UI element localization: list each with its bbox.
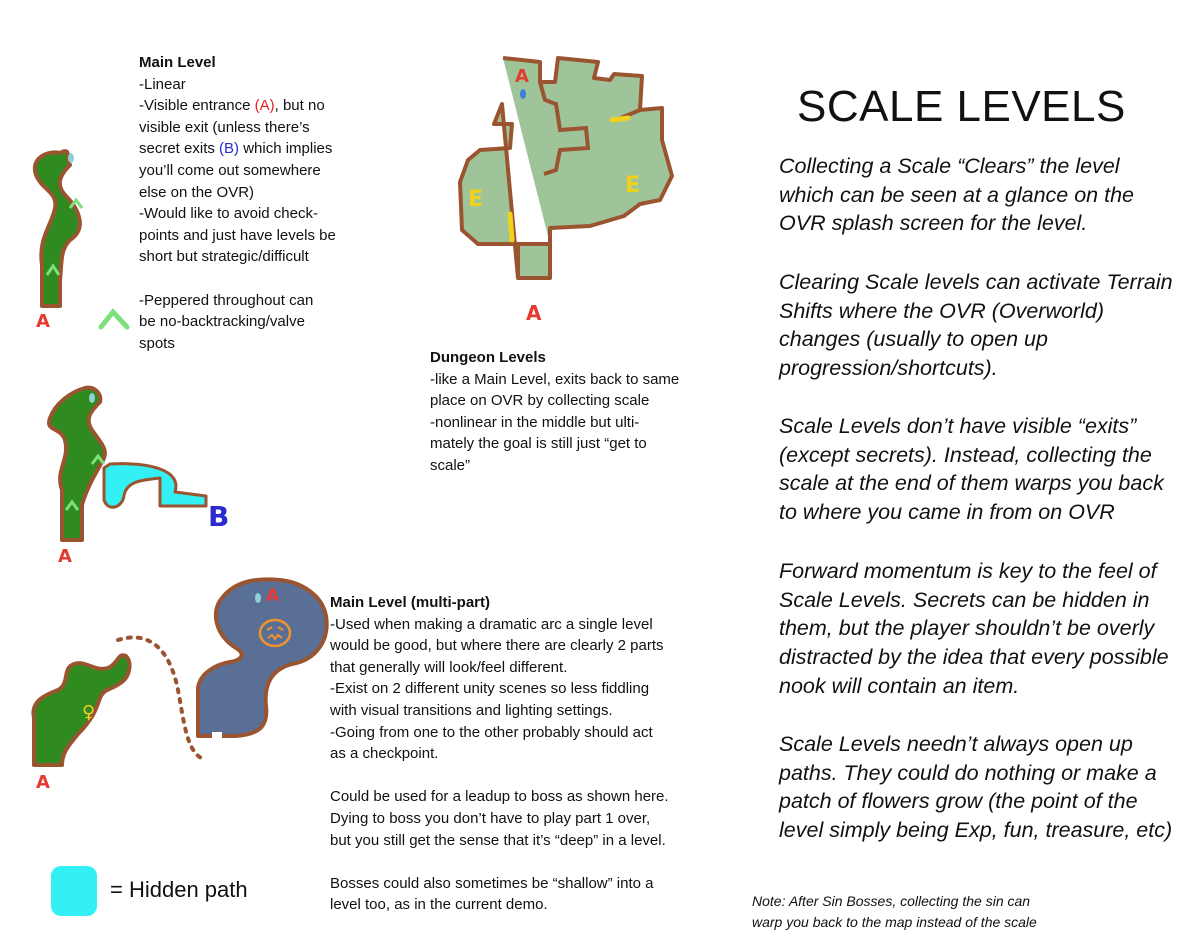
- multi-part-line: Could be used for a leadup to boss as shown here.: [330, 788, 669, 806]
- key-marker: [510, 214, 512, 240]
- paragraph-line: Scale Levels don’t have visible “exits”: [779, 414, 1137, 438]
- paragraph-line: patch of flowers grow (the point of the: [779, 789, 1138, 814]
- main-level-heading: Main Level: [139, 54, 216, 71]
- dungeon-line: -like a Main Level, exits back to same: [430, 370, 680, 388]
- paragraph-line: Shifts where the OVR (Overworld): [779, 298, 1104, 323]
- main-level-line: you’ll come out somewhere: [139, 161, 321, 179]
- dungeon-rooms: [460, 58, 672, 278]
- secret-exit-sketch: [49, 388, 229, 567]
- secret-exit-marker: B: [208, 500, 230, 533]
- dungeon-level-notes: [430, 347, 679, 477]
- multi-part-heading: Main Level (multi-part): [330, 594, 491, 611]
- multi-part-line: that generally will look/feel different.: [330, 658, 568, 676]
- hidden-path-legend: = Hidden path: [110, 877, 248, 902]
- main-level-line: visible exit (unless there’s: [139, 118, 310, 136]
- secret-level-path: [49, 388, 105, 540]
- multi-part-line: -Going from one to the other probably should act: [330, 723, 653, 741]
- main-level-line: secret exits (B) which implies: [139, 140, 333, 158]
- entrance-marker: A: [526, 301, 542, 325]
- linear-level-path: [35, 151, 80, 306]
- blank-line: [330, 851, 669, 873]
- paragraph-line: Scale Levels. Secrets can be hidden in: [779, 587, 1150, 612]
- scale-paragraph: [779, 557, 1189, 701]
- dungeon-line: place on OVR by collecting scale: [430, 392, 650, 410]
- paragraph-line: paths. They could do nothing or make a: [779, 760, 1157, 785]
- paragraph-line: changes (usually to open up: [779, 327, 1048, 352]
- dungeon-sketch: [460, 58, 672, 325]
- multi-part-line: level too, as in the current demo.: [330, 896, 548, 914]
- multi-part-line: would be good, but where there are clearly 2 parts: [330, 637, 664, 655]
- blank-line: [330, 765, 669, 787]
- page-title: SCALE LEVELS: [797, 82, 1126, 131]
- paragraph-line: distracted by the idea that every possible: [779, 645, 1169, 670]
- main-level-line: -Linear: [139, 75, 186, 93]
- hidden-path: [104, 464, 206, 508]
- entrance-pin-icon: [89, 393, 95, 403]
- paragraph-line: them, but the player shouldn’t be overly: [779, 616, 1155, 641]
- boss-top-marker: A: [266, 586, 280, 606]
- paragraph-line: OVR splash screen for the level.: [779, 211, 1088, 236]
- main-level-line: else on the OVR): [139, 183, 255, 201]
- checkpoint-transition: [118, 637, 206, 760]
- entrance-marker: A: [36, 311, 50, 332]
- main-level-notes: [139, 52, 336, 354]
- multi-part-sketch: [33, 579, 326, 793]
- dungeon-heading: Dungeon Levels: [430, 349, 546, 366]
- main-level-line: -Would like to avoid check-: [139, 205, 318, 223]
- main-level-line: short but strategic/difficult: [139, 248, 309, 266]
- main-level-line: be no-backtracking/valve: [139, 313, 305, 331]
- sin-boss-note: [752, 891, 1037, 933]
- dungeon-line: mately the goal is still just “get to: [430, 435, 647, 453]
- multi-part-line: with visual transitions and lighting settings.: [330, 701, 613, 719]
- linear-level-sketch: [35, 151, 127, 332]
- entrance-pin-icon: [255, 593, 261, 603]
- note-line: Note: After Sin Bosses, collecting the sin can: [752, 893, 1031, 909]
- entrance-ref: (A): [254, 97, 275, 115]
- multi-part-line: -Used when making a dramatic arc a single level: [330, 615, 653, 633]
- paragraph-line: Clearing Scale levels can activate Terrain: [779, 270, 1173, 294]
- paragraph-line: level simply being Exp, fun, treasure, etc): [779, 818, 1173, 843]
- dungeon-top-marker: A: [515, 66, 529, 87]
- item-icon: ♀: [82, 702, 96, 723]
- paragraph-line: nook will contain an item.: [779, 673, 1020, 698]
- main-level-line: points and just have levels be: [139, 226, 336, 244]
- key-marker: [612, 118, 628, 120]
- paragraph-line: Forward momentum is key to the feel of: [779, 559, 1157, 583]
- entrance-marker: A: [36, 772, 50, 793]
- scale-paragraph: [779, 268, 1189, 383]
- main-level-line: -Peppered throughout can: [139, 291, 314, 309]
- dungeon-line: scale”: [430, 456, 471, 474]
- paragraph-line: (except secrets). Instead, collecting the: [779, 442, 1152, 467]
- main-level-line: spots: [139, 334, 175, 352]
- scale-paragraph: [779, 152, 1189, 238]
- blank-line: [139, 268, 336, 290]
- paragraph-line: Scale Levels needn’t always open up: [779, 732, 1133, 756]
- hidden-path-swatch: [51, 866, 97, 916]
- note-line: warp you back to the map instead of the scale: [752, 914, 1037, 930]
- scale-paragraph: [779, 730, 1189, 845]
- multi-part-line: Dying to boss you don’t have to play part 1 over,: [330, 809, 651, 827]
- multi-part-line: as a checkpoint.: [330, 745, 439, 763]
- paragraph-line: scale at the end of them warps you back: [779, 471, 1164, 496]
- multi-part-line: but you still get the sense that it’s “deep” in a level.: [330, 831, 666, 849]
- boss-arena: [198, 579, 327, 736]
- multi-part-line: -Exist on 2 different unity scenes so less fiddling: [330, 680, 650, 698]
- multi-part-notes: [330, 592, 669, 916]
- paragraph-line: to where you came in from on OVR: [779, 500, 1115, 525]
- main-level-line: -Visible entrance (A), but no: [139, 97, 325, 115]
- paragraph-line: progression/shortcuts).: [779, 356, 998, 381]
- paragraph-line: Collecting a Scale “Clears” the level: [779, 154, 1120, 178]
- multi-part-line: Bosses could also sometimes be “shallow” into a: [330, 874, 654, 892]
- entrance-pin-icon: [520, 89, 526, 99]
- dungeon-line: -nonlinear in the middle but ulti-: [430, 413, 640, 431]
- paragraph-line: which can be seen at a glance on the: [779, 182, 1135, 207]
- valve-legend-icon: [101, 312, 127, 327]
- scale-paragraph: [779, 412, 1189, 527]
- door-e-marker: E: [468, 187, 484, 212]
- door-e-marker: E: [625, 173, 641, 198]
- secret-exit-ref: (B): [219, 140, 240, 158]
- entrance-marker: A: [58, 546, 72, 567]
- entrance-pin-icon: [68, 153, 74, 163]
- boss-exit-gap: [212, 732, 222, 740]
